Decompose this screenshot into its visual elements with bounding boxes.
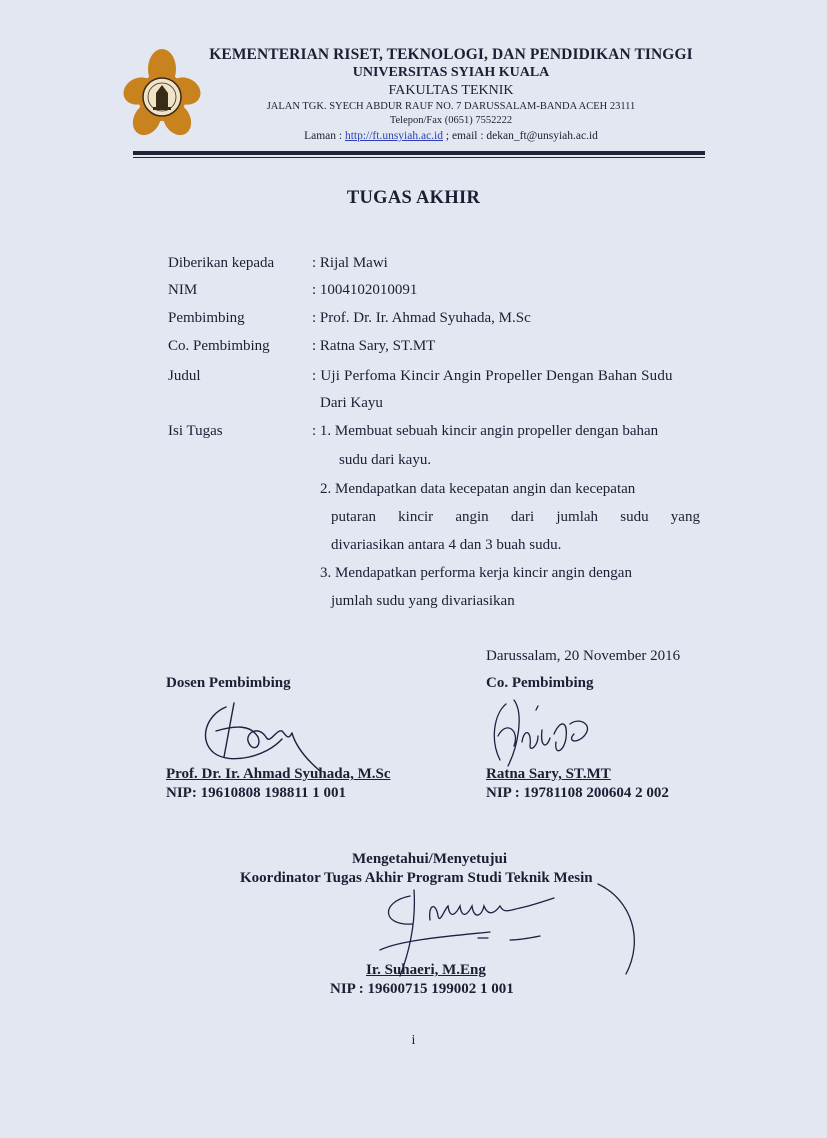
coordinator-name: Ir. Suhaeri, M.Eng xyxy=(366,962,486,978)
co-supervisor-nip: NIP : 19781108 200604 2 002 xyxy=(486,785,669,801)
faculty-contact xyxy=(196,130,706,142)
task-2-line-2-word: putaran xyxy=(331,509,376,525)
page-number: i xyxy=(411,1033,416,1048)
thesis-title-line-2: Dari Kayu xyxy=(320,395,383,411)
nim-label: NIM xyxy=(168,282,198,298)
university-name: UNIVERSITAS SYIAH KUALA xyxy=(352,65,550,80)
coordinator-title: Koordinator Tugas Akhir Program Studi Teknik Mesin xyxy=(240,870,593,886)
document-title: TUGAS AKHIR xyxy=(346,188,481,208)
ministry-name: KEMENTERIAN RISET, TEKNOLOGI, DAN PENDIDIKAN TINGGI xyxy=(209,46,693,63)
supervisor-heading: Dosen Pembimbing xyxy=(166,675,291,691)
co-supervisor-label: Co. Pembimbing xyxy=(168,338,270,354)
co-supervisor-name: Ratna Sary, ST.MT xyxy=(486,766,611,782)
letterhead-rule-thick xyxy=(133,151,705,155)
thesis-title-label: Judul xyxy=(168,368,201,384)
coordinator-nip: NIP : 19600715 199002 1 001 xyxy=(330,981,514,997)
task-1-line-2: sudu dari kayu. xyxy=(339,452,432,468)
supervisor-signature-icon xyxy=(196,695,336,775)
supervisor-value: : Prof. Dr. Ir. Ahmad Syuhada, M.Sc xyxy=(312,310,531,326)
letterhead-rule-thin xyxy=(133,157,705,158)
task-2-line-3: divariasikan antara 4 dan 3 buah sudu. xyxy=(331,537,562,553)
co-supervisor-heading: Co. Pembimbing xyxy=(486,675,594,691)
task-2-line-2-word: angin xyxy=(455,509,489,525)
co-supervisor-value: : Ratna Sary, ST.MT xyxy=(312,338,436,354)
task-2-line-2-word: yang xyxy=(670,509,700,525)
place-date: Darussalam, 20 November 2016 xyxy=(486,648,681,664)
task-3-line-2: jumlah sudu yang divariasikan xyxy=(331,593,515,609)
task-2-line-2-word: jumlah xyxy=(556,509,599,525)
task-2-line-2-word: dari xyxy=(510,509,535,525)
faculty-address: JALAN TGK. SYECH ABDUR RAUF NO. 7 DARUSSALAM-BANDA ACEH 23111 xyxy=(266,101,636,112)
faculty-name: FAKULTAS TEKNIK xyxy=(388,83,514,98)
task-2-line-2-word: sudu xyxy=(620,509,649,525)
thesis-title-line-1: : Uji Perfoma Kincir Angin Propeller Dengan Bahan Sudu xyxy=(312,368,673,384)
email-text: ; email : dekan_ft@unsyiah.ac.id xyxy=(443,130,598,142)
task-2-line-1: 2. Mendapatkan data kecepatan angin dan kecepatan xyxy=(320,481,636,497)
faculty-phone: Telepon/Fax (0651) 7552222 xyxy=(389,115,513,126)
task-3-line-1: 3. Mendapatkan performa kerja kincir angin dengan xyxy=(320,565,632,581)
supervisor-label: Pembimbing xyxy=(168,310,245,326)
task-2-line-2-word: kincir xyxy=(398,509,434,525)
given-to-label: Diberikan kepada xyxy=(168,255,275,271)
tasks-label: Isi Tugas xyxy=(168,423,223,439)
nim-value: : 1004102010091 xyxy=(312,282,418,298)
supervisor-nip: NIP: 19610808 198811 1 001 xyxy=(166,785,346,801)
given-to-value: : Rijal Mawi xyxy=(312,255,388,271)
web-label: Laman : xyxy=(304,130,345,142)
university-logo-icon xyxy=(123,47,201,139)
website-link[interactable]: http://ft.unsyiah.ac.id xyxy=(344,130,443,142)
co-supervisor-signature-icon xyxy=(484,690,604,775)
supervisor-name: Prof. Dr. Ir. Ahmad Syuhada, M.Sc xyxy=(166,766,391,782)
task-1-line-1: : 1. Membuat sebuah kincir angin propeller dengan bahan xyxy=(312,423,659,439)
task-2-line-2 xyxy=(331,509,700,526)
approval-heading: Mengetahui/Menyetujui xyxy=(352,851,507,867)
